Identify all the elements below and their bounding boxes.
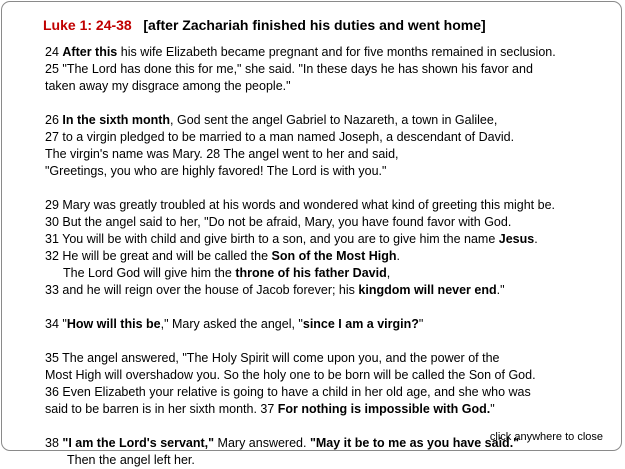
verse-28: "Greetings, you who are highly favored! The Lord is with you." — [45, 164, 387, 178]
popup-panel[interactable] — [1, 1, 622, 467]
verse-24: 24 After this his wife Elizabeth became pregnant and for five months remained in seclusion. — [45, 45, 556, 59]
verse-35-cont: Most High will overshadow you. So the holy one to be born will be called the Son of God. — [45, 368, 536, 382]
verse-29: 29 Mary was greatly troubled at his words and wondered what kind of greeting this might be. — [45, 198, 555, 212]
verse-36: 36 Even Elizabeth your relative is going to have a child in her old age, and she who was — [45, 385, 531, 399]
verse-25: 25 "The Lord has done this for me," she said. "In these days he has shown his favor and — [45, 62, 533, 76]
passage-reference: Luke 1: 24-38 — [43, 17, 132, 33]
verse-36-37: said to be barren is in her sixth month. 37 For nothing is impossible with God." — [45, 402, 495, 416]
verse-34: 34 "How will this be," Mary asked the angel, "since I am a virgin?" — [45, 317, 424, 331]
verse-31: 31 You will be with child and give birth to a son, and you are to give him the name Jesus. — [45, 232, 538, 246]
passage-subtitle: [after Zachariah finished his duties and went home] — [143, 17, 486, 33]
verse-38: 38 "I am the Lord's servant," Mary answered. "May it be to me as you have said." — [45, 436, 520, 450]
verse-30: 30 But the angel said to her, "Do not be afraid, Mary, you have found favor with God. — [45, 215, 512, 229]
verse-32-cont: The Lord God will give him the throne of his father David, — [63, 266, 391, 280]
verse-25-cont: taken away my disgrace among the people." — [45, 79, 291, 93]
verse-35: 35 The angel answered, "The Holy Spirit will come upon you, and the power of the — [45, 351, 500, 365]
verse-38-cont: Then the angel left her. — [67, 453, 195, 467]
close-link[interactable]: click anywhere to close — [489, 431, 603, 443]
passage-title — [43, 17, 486, 33]
verse-32: 32 He will be great and will be called the Son of the Most High. — [45, 249, 400, 263]
scripture-text — [45, 44, 556, 469]
verse-27-cont: The virgin's name was Mary. 28 The angel went to her and said, — [45, 147, 399, 161]
verse-33: 33 and he will reign over the house of Jacob forever; his kingdom will never end." — [45, 283, 505, 297]
verse-26: 26 In the sixth month, God sent the angel Gabriel to Nazareth, a town in Galilee, — [45, 113, 498, 127]
verse-27: 27 to a virgin pledged to be married to a man named Joseph, a descendant of David. — [45, 130, 515, 144]
